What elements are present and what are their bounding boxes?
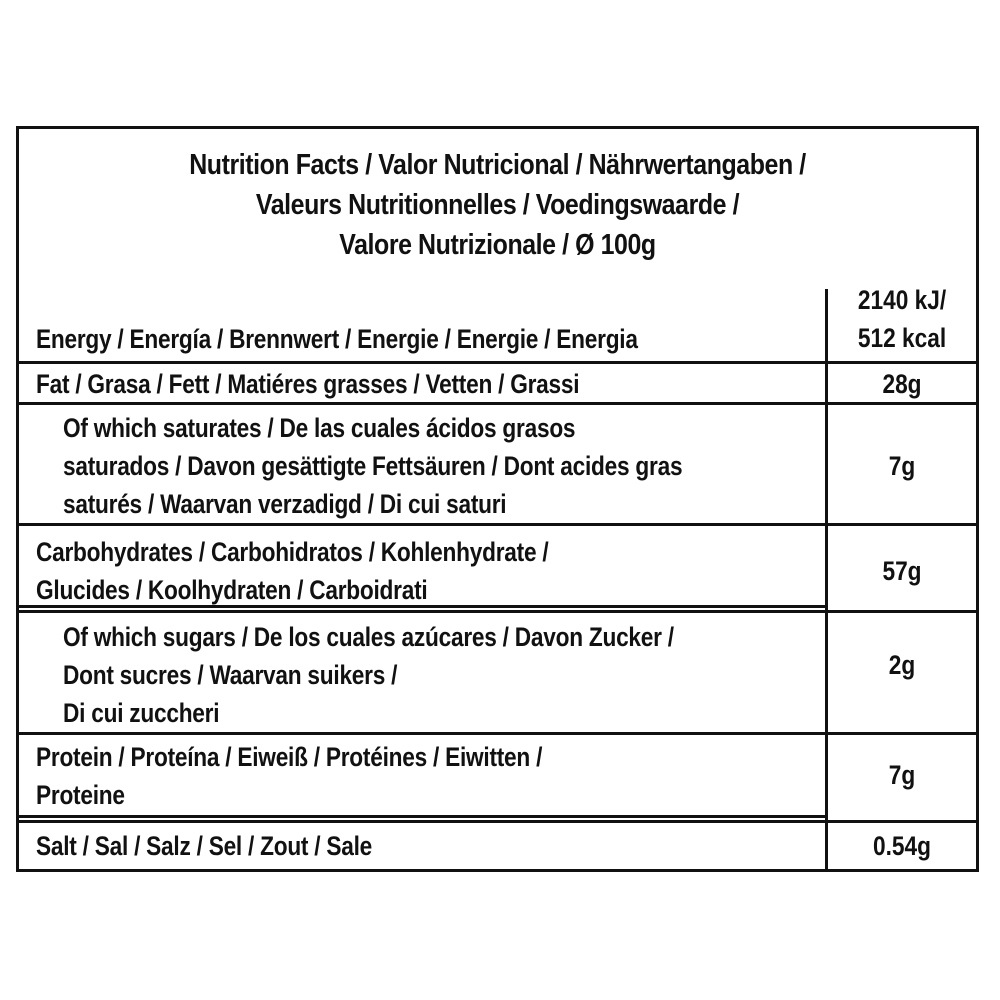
protein-line-2: Proteine (36, 780, 125, 810)
sugars-line-1: Of which sugars / De los cuales azúcares / Davon Zucker / (63, 622, 674, 652)
energy-label: Energy / Energía / Brennwert / Energie / Energie / Energia (36, 324, 638, 354)
protein-label (36, 738, 542, 814)
sugars-line-3: Di cui zuccheri (63, 698, 220, 728)
row-divider (19, 610, 976, 613)
carbohydrates-line-1: Carbohydrates / Carbohidratos / Kohlenhydrate / (36, 537, 549, 567)
salt-label: Salt / Sal / Salz / Sel / Zout / Sale (36, 831, 373, 861)
table-title (86, 145, 909, 265)
energy-kcal: 512 kcal (857, 323, 947, 353)
row-divider-left (19, 815, 825, 818)
saturates-value: 7g (888, 451, 916, 481)
sugars-value: 2g (888, 650, 916, 680)
salt-value: 0.54g (872, 831, 931, 861)
saturates-line-3: saturés / Waarvan verzadigd / Di cui saturi (63, 489, 507, 519)
column-divider (825, 289, 828, 869)
carbohydrates-label (36, 533, 548, 609)
sugars-line-2: Dont sucres / Waarvan suikers / (63, 660, 398, 690)
row-divider (19, 402, 976, 405)
title-line-3: Valore Nutrizionale / Ø 100g (339, 229, 656, 261)
row-divider (19, 820, 976, 823)
energy-kj: 2140 kJ/ (857, 285, 947, 315)
row-divider (19, 523, 976, 526)
sugars-label (63, 618, 674, 732)
protein-line-1: Protein / Proteína / Eiweiß / Protéines / Eiwitten / (36, 742, 543, 772)
carbohydrates-line-2: Glucides / Koolhydraten / Carboidrati (36, 575, 428, 605)
title-line-1: Nutrition Facts / Valor Nutricional / Nährwertangaben / (189, 149, 806, 181)
row-divider-left (19, 605, 825, 608)
saturates-line-2: saturados / Davon gesättigte Fettsäuren / Dont acides gras (63, 451, 683, 481)
energy-value (840, 281, 964, 357)
protein-value: 7g (888, 760, 916, 790)
saturates-line-1: Of which saturates / De las cuales ácidos grasos (63, 413, 576, 443)
title-line-2: Valeurs Nutritionnelles / Voedingswaarde / (255, 189, 740, 221)
fat-label: Fat / Grasa / Fett / Matiéres grasses / Vetten / Grassi (36, 369, 580, 399)
nutrition-facts-table (16, 126, 979, 872)
saturates-label (63, 409, 682, 523)
row-divider (19, 732, 976, 735)
fat-value: 28g (882, 369, 922, 399)
row-divider (19, 361, 976, 364)
carbohydrates-value: 57g (882, 556, 922, 586)
